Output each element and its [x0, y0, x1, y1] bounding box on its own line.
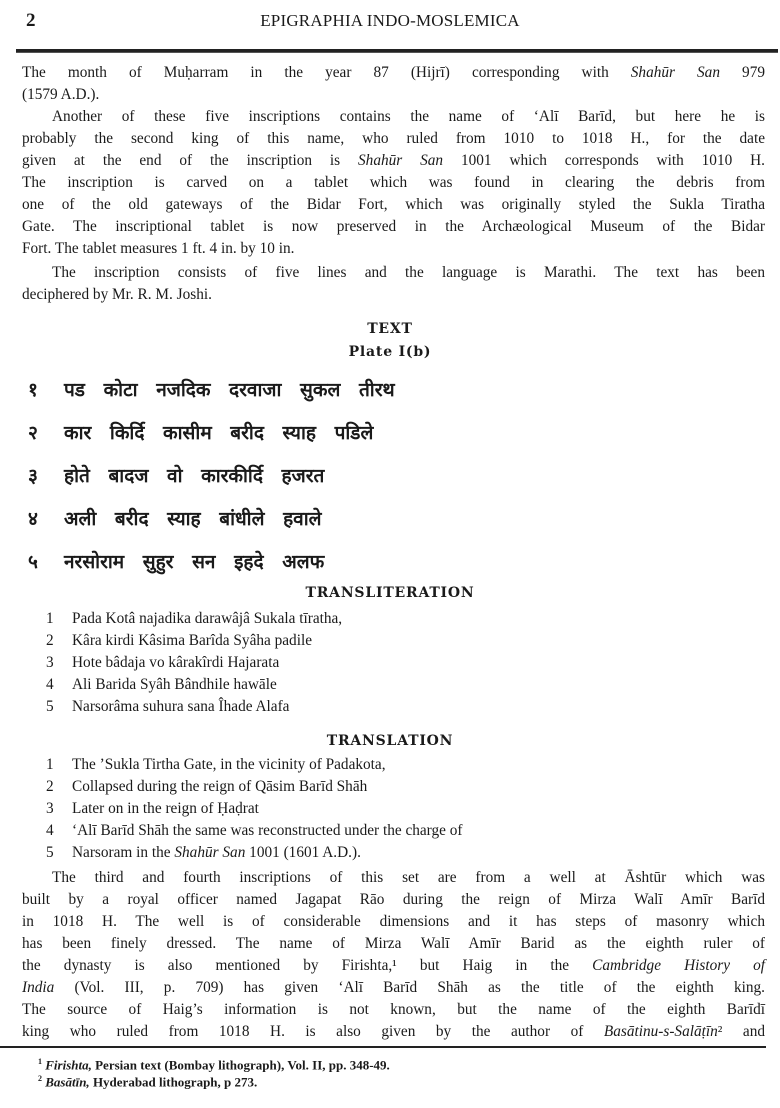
- line-number: २: [28, 422, 38, 444]
- line-number: 3: [46, 654, 54, 671]
- translation-line: [46, 843, 361, 863]
- translation-text: Later on in the reign of Ḥaḍrat: [72, 800, 259, 817]
- text-segment: the dynasty is also mentioned by Firishta,¹ but Haig in the: [22, 957, 593, 974]
- devanagari-line: [28, 462, 324, 488]
- translation-text: Shahūr San: [174, 844, 246, 861]
- text-segment: The third and fourth inscriptions of this set are from a well at Āshtūr which was: [52, 869, 765, 886]
- footnote-rule: [0, 1046, 766, 1048]
- italic-text: Shahūr San: [358, 152, 444, 169]
- text-segment: deciphered by Mr. R. M. Joshi.: [22, 286, 212, 303]
- text-line: [22, 85, 765, 105]
- line-number: ४: [28, 508, 38, 530]
- translation-text: 1001 (1601 A.D.).: [245, 844, 361, 861]
- text-segment: Fort. The tablet measures 1 ft. 4 in. by 10 in.: [22, 240, 295, 257]
- text-line: [22, 173, 765, 193]
- text-segment: ² and: [717, 1023, 765, 1040]
- text-line: [22, 890, 765, 910]
- transliteration-heading: TRANSLITERATION: [305, 585, 475, 601]
- line-number: 2: [46, 632, 54, 649]
- footnote-title: Basātīn,: [45, 1074, 90, 1090]
- footnote-text: Persian text (Bombay lithograph), Vol. II, pp. 348-49.: [91, 1057, 390, 1073]
- translation-line: [46, 755, 386, 775]
- footnote-text: Hyderabad lithograph, p 273.: [89, 1074, 258, 1090]
- text-heading: TEXT: [367, 321, 413, 337]
- running-head: EPIGRAPHIA INDO-MOSLEMICA: [260, 11, 520, 30]
- text-line: [22, 912, 765, 932]
- header-rule: [16, 49, 778, 53]
- line-number: 4: [46, 676, 54, 693]
- translation-line: [46, 799, 259, 819]
- italic-text: Cambridge History of: [592, 957, 765, 974]
- text-segment: The inscription consists of five lines and the language is Marathi. The text has been: [52, 264, 765, 281]
- transliteration-line: [46, 653, 279, 673]
- devanagari-line: [28, 548, 324, 574]
- text-line: [22, 217, 765, 237]
- footnote: [38, 1074, 257, 1090]
- text-line: [22, 63, 765, 83]
- translation-text: Narsoram in the: [72, 844, 175, 861]
- italic-text: India: [22, 979, 55, 996]
- devanagari-text: पड कोटा नजदिक दरवाजा सुकल तीरथ: [64, 379, 395, 401]
- devanagari-text: कार किर्दि कासीम बरीद स्याह पडिले: [64, 422, 374, 444]
- text-segment: given at the end of the inscription is: [22, 152, 359, 169]
- text-line: [22, 129, 765, 149]
- transliteration-text: Hote bâdaja vo kârakîrdi Hajarata: [72, 654, 280, 671]
- line-number: 4: [46, 822, 54, 839]
- transliteration-text: Pada Kotâ najadika darawâjâ Sukala tīratha,: [72, 610, 343, 627]
- text-line: [22, 239, 765, 259]
- text-segment: probably the second king of this name, who ruled from 1010 to 1018 H., for the date: [22, 130, 765, 147]
- text-segment: Gate. The inscriptional tablet is now preserved in the Archæological Museum of the Bidar: [22, 218, 765, 235]
- line-number: ५: [28, 551, 38, 573]
- text-segment: (Vol. III, p. 709) has given ‘Alī Barīd Shāh as the title of the eighth king.: [54, 979, 765, 996]
- text-segment: Another of these five inscriptions contains the name of ‘Alī Barīd, but here he is: [52, 108, 765, 125]
- transliteration-line: [46, 609, 342, 629]
- line-number: 2: [46, 778, 54, 795]
- translation-text: ‘Alī Barīd Shāh the same was reconstructed under the charge of: [72, 822, 463, 839]
- text-line: [22, 151, 765, 171]
- line-number: ३: [28, 465, 38, 487]
- translation-text: The ’Sukla Tirtha Gate, in the vicinity of Padakota,: [72, 756, 386, 773]
- devanagari-line: [28, 376, 395, 402]
- text-line: [22, 934, 765, 954]
- footnote-mark: 1: [38, 1057, 42, 1066]
- devanagari-text: होते बादज वो कारकीर्दि हजरत: [64, 465, 325, 487]
- text-segment: in 1018 H. The well is of considerable dimensions and it has steps of masonry which: [22, 913, 765, 930]
- text-segment: The month of Muḥarram in the year 87 (Hijrī) corresponding with: [22, 64, 631, 81]
- translation-text: Collapsed during the reign of Qāsim Barīd Shāh: [72, 778, 368, 795]
- text-line: [22, 956, 765, 976]
- devanagari-text: अली बरीद स्याह बांधीले हवाले: [64, 508, 322, 530]
- line-number: 3: [46, 800, 54, 817]
- text-line: [22, 195, 765, 215]
- text-line: [22, 978, 765, 998]
- line-number: 1: [46, 756, 54, 773]
- transliteration-text: Ali Barida Syâh Bândhile hawāle: [72, 676, 277, 693]
- translation-heading: TRANSLATION: [326, 733, 454, 749]
- line-number: 5: [46, 844, 54, 861]
- text-segment: The inscription is carved on a tablet which was found in clearing the debris from: [22, 174, 765, 191]
- text-segment: 979: [719, 64, 765, 81]
- text-line: [52, 868, 765, 888]
- transliteration-line: [46, 697, 289, 717]
- footnote: [38, 1057, 390, 1073]
- devanagari-text: नरसोराम सुहुर सन इहदे अलफ: [64, 551, 325, 573]
- text-line: [52, 107, 765, 127]
- footnote-mark: 2: [38, 1074, 42, 1083]
- transliteration-line: [46, 631, 312, 651]
- text-segment: one of the old gateways of the Bidar Fort, which was originally styled the Sukla Tiratha: [22, 196, 765, 213]
- text-segment: king who ruled from 1018 H. is also given by the author of: [22, 1023, 604, 1040]
- footnote-title: Firishta,: [45, 1057, 92, 1073]
- transliteration-text: Kâra kirdi Kâsima Barîda Syâha padile: [72, 632, 312, 649]
- text-segment: built by a royal officer named Jagapat Rāo during the reign of Mirza Walī Amīr Barīd: [22, 891, 765, 908]
- line-number: 5: [46, 698, 54, 715]
- italic-text: Shahūr San: [630, 64, 720, 81]
- text-segment: has been finely dressed. The name of Mirza Walī Amīr Barid as the eighth ruler of: [22, 935, 765, 952]
- page-number: 2: [26, 10, 36, 31]
- text-segment: (1579 A.D.).: [22, 86, 100, 103]
- text-line: [22, 1000, 765, 1020]
- text-segment: The source of Haig’s information is not known, but the name of the eighth Barīdī: [22, 1001, 765, 1018]
- translation-line: [46, 777, 367, 797]
- translation-line: [46, 821, 463, 841]
- text-line: [22, 1022, 765, 1042]
- text-line: [22, 285, 765, 305]
- devanagari-line: [28, 419, 373, 445]
- italic-text: Basātinu-s-Salāṭīn: [603, 1023, 718, 1040]
- transliteration-text: Narsorâma suhura sana Îhade Alafa: [72, 698, 290, 715]
- line-number: 1: [46, 610, 54, 627]
- text-segment: 1001 which corresponds with 1010 H.: [443, 152, 766, 169]
- line-number: १: [28, 379, 38, 401]
- text-line: [52, 263, 765, 283]
- devanagari-line: [28, 505, 322, 531]
- plate-label: Plate I(b): [348, 344, 432, 360]
- transliteration-line: [46, 675, 277, 695]
